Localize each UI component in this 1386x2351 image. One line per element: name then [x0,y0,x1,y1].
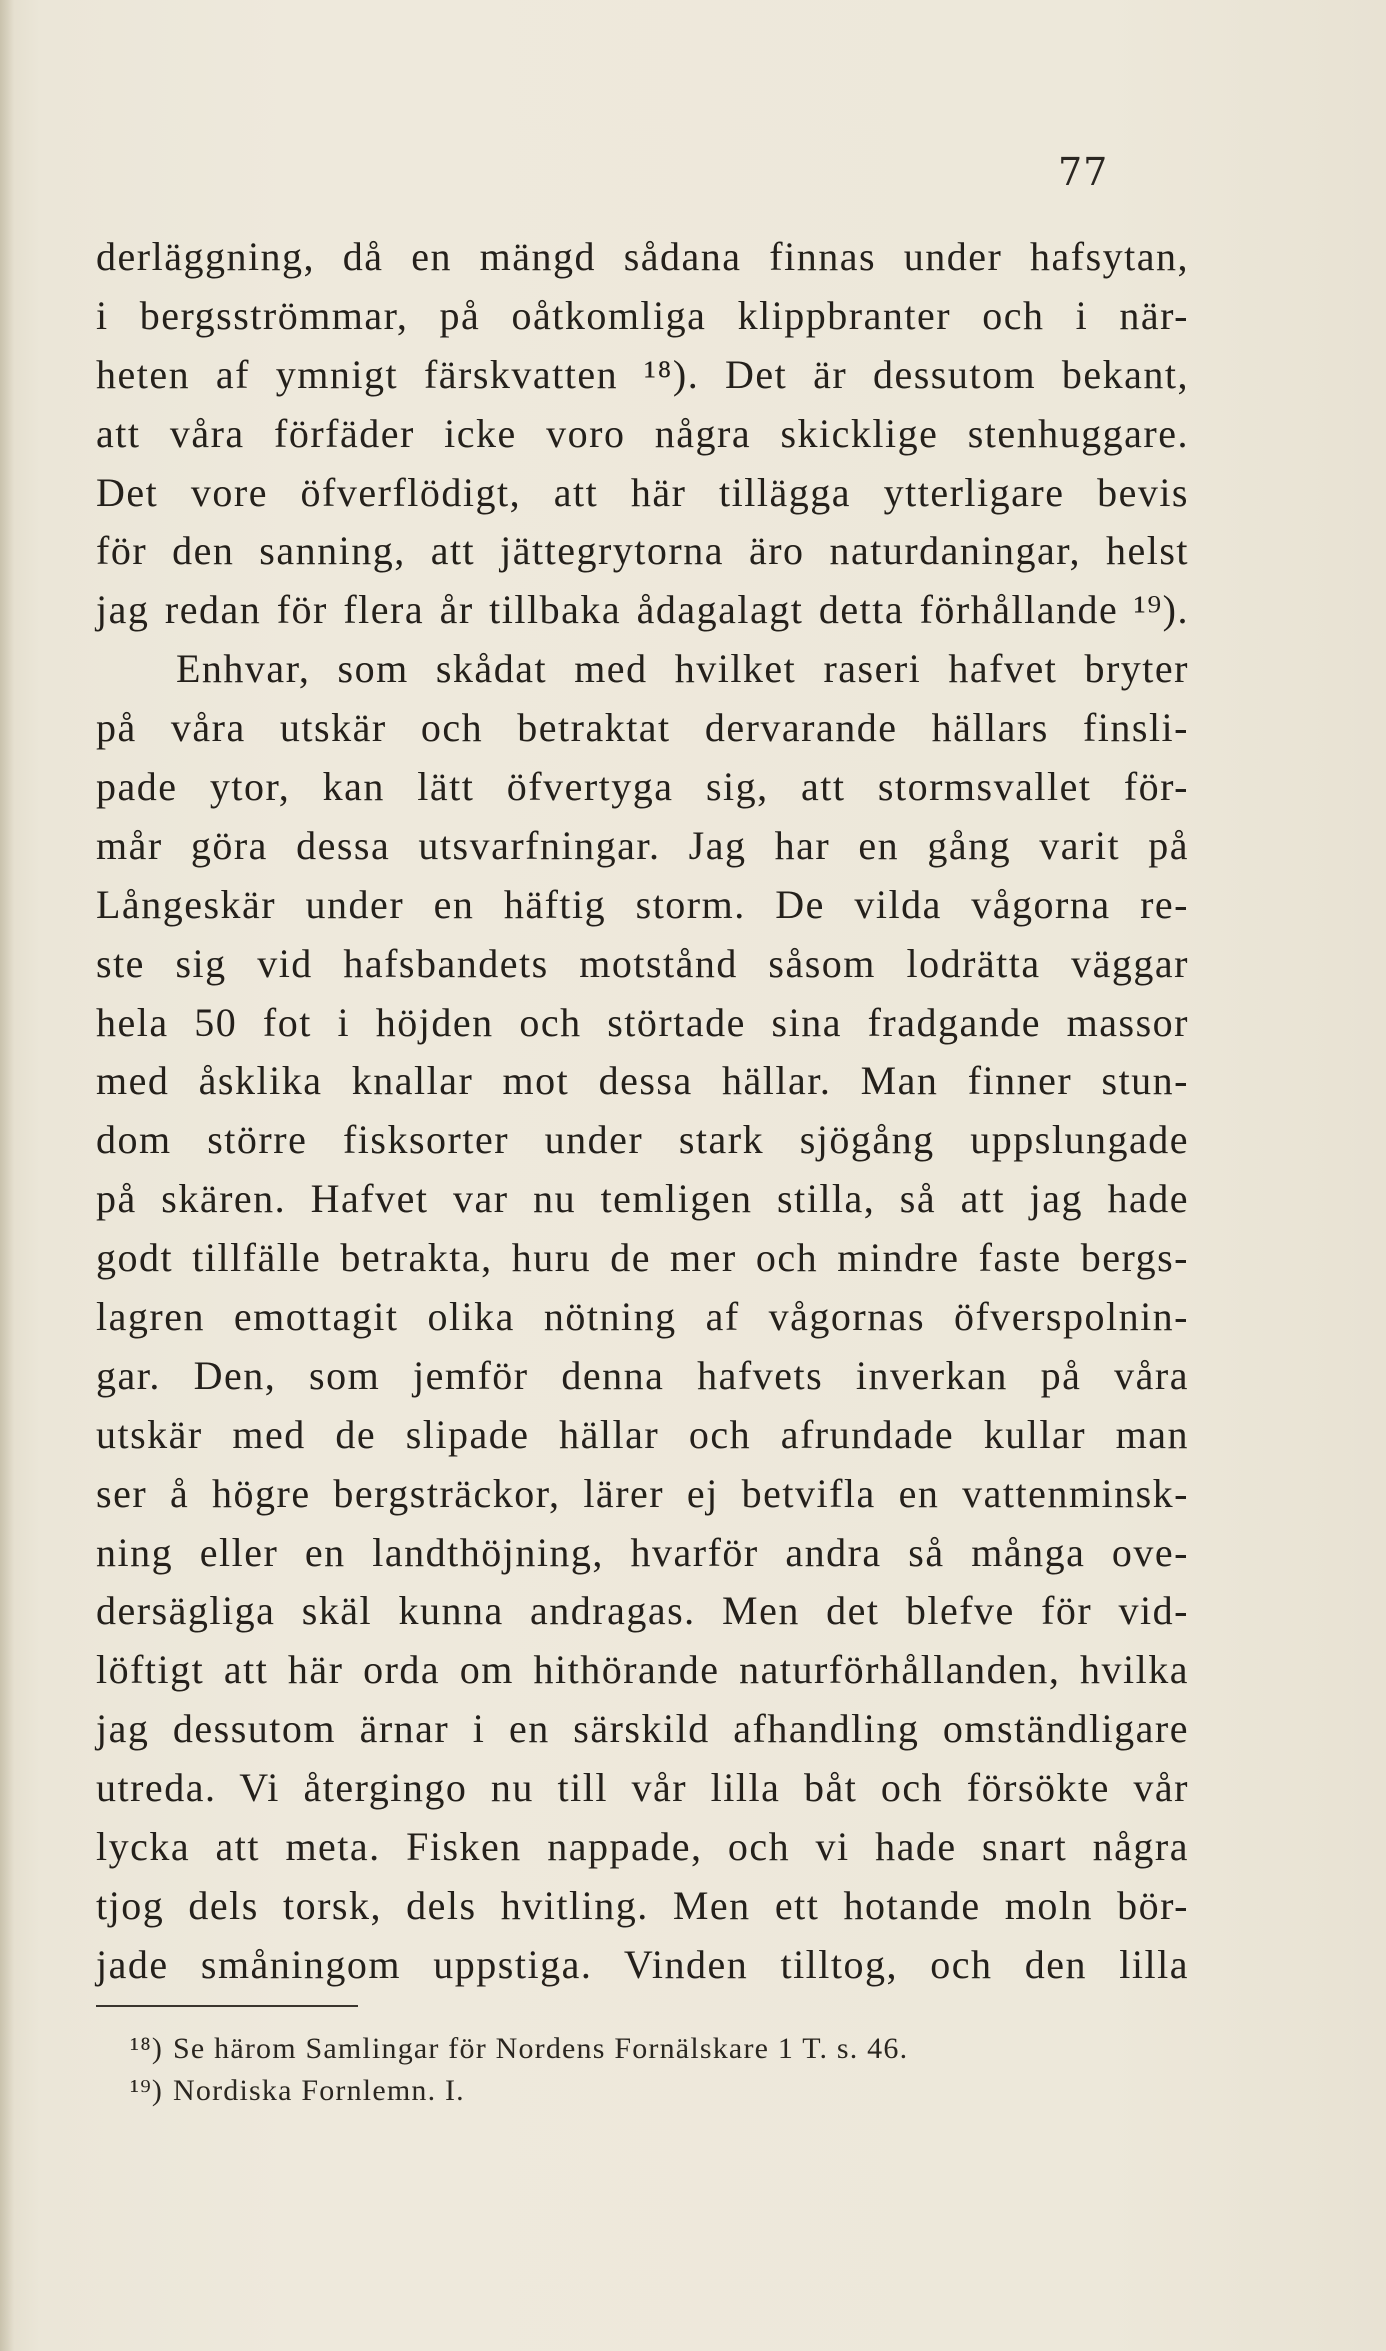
text-line: utskär med de slipade hällar och afrundade kullar man [96,1411,1189,1457]
text-line: på skären. Hafvet var nu temligen stilla, så att jag hade [96,1176,1189,1222]
text-line: lagren emottagit olika nötning af vågornas öfverspolnin- [96,1294,1189,1340]
footnote-divider [96,2005,358,2007]
text-line: Enhvar, som skådat med hvilket raseri hafvet bryter [176,646,1189,692]
footnote-mark: ¹⁹) [130,2074,164,2107]
text-line: att våra förfäder icke voro några skicklige stenhuggare. [96,410,1189,456]
text-line: dersägliga skäl kunna andragas. Men det blefve för vid- [96,1588,1189,1634]
footnotes [130,2028,1130,2112]
text-line: löftigt att här orda om hithörande naturförhållanden, hvilka [96,1647,1189,1693]
text-line: tjog dels torsk, dels hvitling. Men ett hotande moln bör- [96,1882,1189,1928]
text-line: utreda. Vi återgingo nu till vår lilla båt och försökte vår [96,1765,1189,1811]
text-line: hela 50 fot i höjden och störtade sina fradgande massor [96,999,1189,1045]
text-line: heten af ymnigt färskvatten ¹⁸). Det är dessutom bekant, [96,351,1189,397]
text-line: gar. Den, som jemför denna hafvets inverkan på våra [96,1352,1189,1398]
text-line: derläggning, då en mängd sådana finnas under hafsytan, [96,234,1189,279]
text-line: godt tillfälle betrakta, huru de mer och mindre faste bergs- [96,1235,1189,1281]
footnote-text: Se härom Samlingar för Nordens Fornälskare 1 T. s. 46. [173,2032,909,2065]
page-number: 77 [1058,150,1109,194]
text-line: jag dessutom ärnar i en särskild afhandling omständligare [96,1706,1189,1752]
text-line: pade ytor, kan lätt öfvertyga sig, att stormsvallet för- [96,764,1189,810]
footnote [130,2070,1130,2112]
text-line: jag redan för flera år tillbaka ådagalagt detta förhållande ¹⁹). [96,587,1189,633]
text-line: mår göra dessa utsvarfningar. Jag har en gång varit på [96,822,1189,868]
text-line: ning eller en landthöjning, hvarför andra så många ove- [96,1529,1189,1575]
text-line: dom större fisksorter under stark sjögång uppslungade [96,1117,1189,1163]
body-text [96,228,1189,1995]
text-line: på våra utskär och betraktat dervarande hällars finsli- [96,705,1189,751]
text-line: för den sanning, att jättegrytorna äro naturdaningar, helst [96,528,1189,574]
text-line: Långeskär under en häftig storm. De vilda vågorna re- [96,881,1189,927]
footnote-mark: ¹⁸) [130,2032,164,2065]
text-line: ste sig vid hafsbandets motstånd såsom lodrätta väggar [96,940,1189,986]
text-line: i bergsströmmar, på oåtkomliga klippbranter och i när- [96,292,1189,338]
text-line: Det vore öfverflödigt, att här tillägga ytterligare bevis [96,469,1189,515]
footnote [130,2028,1130,2070]
text-line: jade småningom uppstiga. Vinden tilltog, och den lilla [96,1941,1189,1987]
text-line: lycka att meta. Fisken nappade, och vi hade snart några [96,1824,1189,1870]
footnote-text: Nordiska Fornlemn. I. [173,2074,465,2107]
text-line: med åsklika knallar mot dessa hällar. Man finner stun- [96,1058,1189,1104]
page-edge-shadow [0,0,14,2351]
text-line: ser å högre bergsträckor, lärer ej betvifla en vattenminsk- [96,1470,1189,1516]
